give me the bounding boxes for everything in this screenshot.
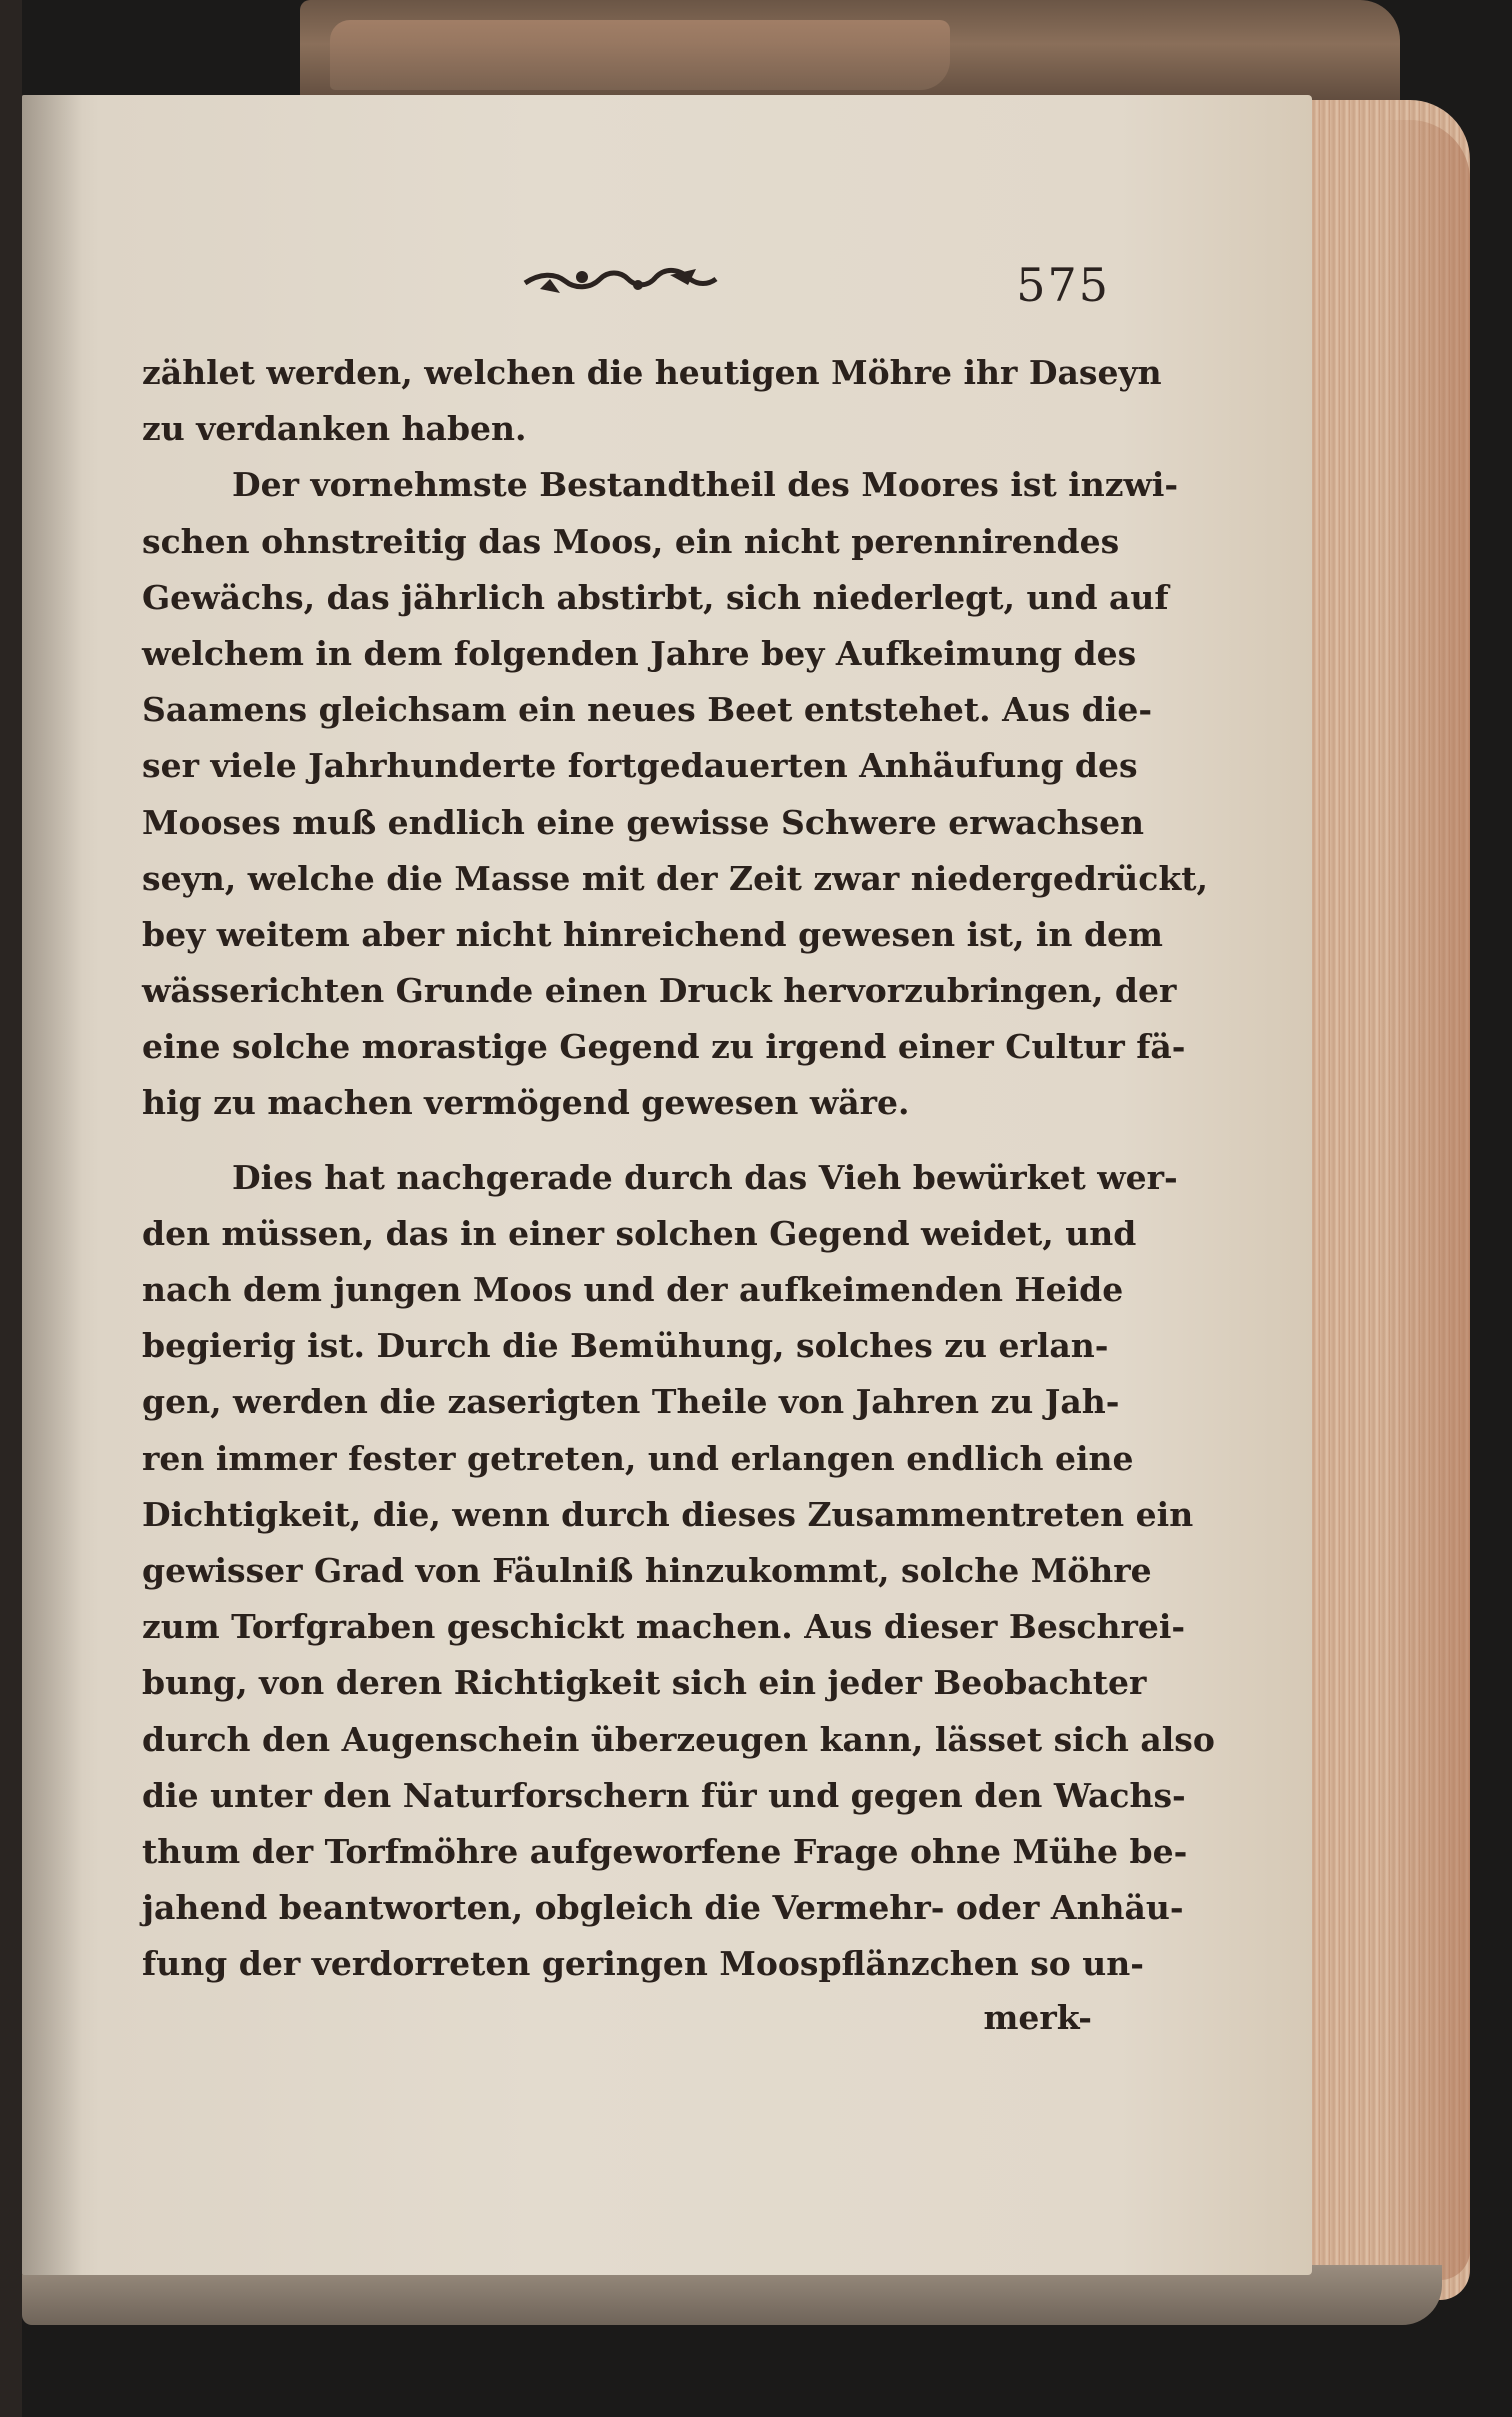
text-line: die unter den Naturforschern für und gegen den Wachs- (142, 1775, 1186, 1815)
text-line: seyn, welche die Masse mit der Zeit zwar niedergedrückt, (142, 858, 1208, 898)
text-line: gewisser Grad von Fäulniß hinzukommt, solche Möhre (142, 1550, 1152, 1590)
left-page-edge (0, 0, 22, 2417)
text-line: Gewächs, das jährlich abstirbt, sich niederlegt, und auf (142, 577, 1169, 617)
text-line: eine solche morastige Gegend zu irgend einer Cultur fä- (142, 1027, 1186, 1067)
text-line: hig zu machen vermögend gewesen wäre. (142, 1083, 910, 1123)
text-line: fung der verdorreten geringen Moospflänzchen so un- (142, 1944, 1144, 1984)
text-line: gen, werden die zaserigten Theile von Jahren zu Jah- (142, 1382, 1120, 1422)
text-line: Dichtigkeit, die, wenn durch dieses Zusammentreten ein (142, 1494, 1194, 1534)
text-line: bey weitem aber nicht hinreichend gewesen ist, in dem (142, 914, 1163, 954)
text-line: zählet werden, welchen die heutigen Möhre ihr Daseyn (142, 353, 1162, 392)
text-line: Dies hat nachgerade durch das Vieh bewürket wer- (232, 1157, 1178, 1197)
text-line: thum der Torfmöhre aufgeworfene Frage ohne Mühe be- (142, 1831, 1188, 1871)
text-line: Mooses muß endlich eine gewisse Schwere erwachsen (142, 802, 1145, 842)
text-line: schen ohnstreitig das Moos, ein nicht perennirendes (142, 521, 1120, 561)
catchword: merk- (983, 1998, 1092, 2037)
text-line: durch den Augenschein überzeugen kann, lässet sich also (142, 1719, 1215, 1759)
text-line: Saamens gleichsam ein neues Beet entstehet. Aus die- (142, 690, 1153, 730)
text-line: nach dem jungen Moos und der aufkeimenden Heide (142, 1270, 1124, 1309)
text-line: Der vornehmste Bestandtheil des Moores ist inzwi- (232, 465, 1179, 505)
text-line: wässerichten Grunde einen Druck hervorzubringen, der (142, 971, 1177, 1011)
text-line: jahend beantworten, obgleich die Vermehr- oder Anhäu- (142, 1888, 1184, 1928)
text-line: welchem in dem folgenden Jahre bey Aufkeimung des (142, 633, 1137, 673)
text-line: ren immer fester getreten, und erlangen endlich eine (142, 1438, 1134, 1478)
body-text (142, 345, 1215, 1992)
text-line: zu verdanken haben. (142, 409, 527, 449)
text-line: bung, von deren Richtigkeit sich ein jeder Beobachter (142, 1663, 1147, 1703)
text-line: den müssen, das in einer solchen Gegend weidet, und (142, 1213, 1137, 1253)
text-line: zum Torfgraben geschickt machen. Aus dieser Beschrei- (142, 1607, 1186, 1647)
page-number: 575 (1016, 258, 1110, 312)
gutter-shadow (22, 95, 82, 2275)
page-edge-stain (1380, 120, 1470, 2280)
fleuron-ornament-icon (520, 255, 720, 305)
torn-spine-fragment (330, 20, 950, 90)
text-line: begierig ist. Durch die Bemühung, solches zu erlan- (142, 1326, 1109, 1366)
text-line: ser viele Jahrhunderte fortgedauerten Anhäufung des (142, 746, 1138, 786)
